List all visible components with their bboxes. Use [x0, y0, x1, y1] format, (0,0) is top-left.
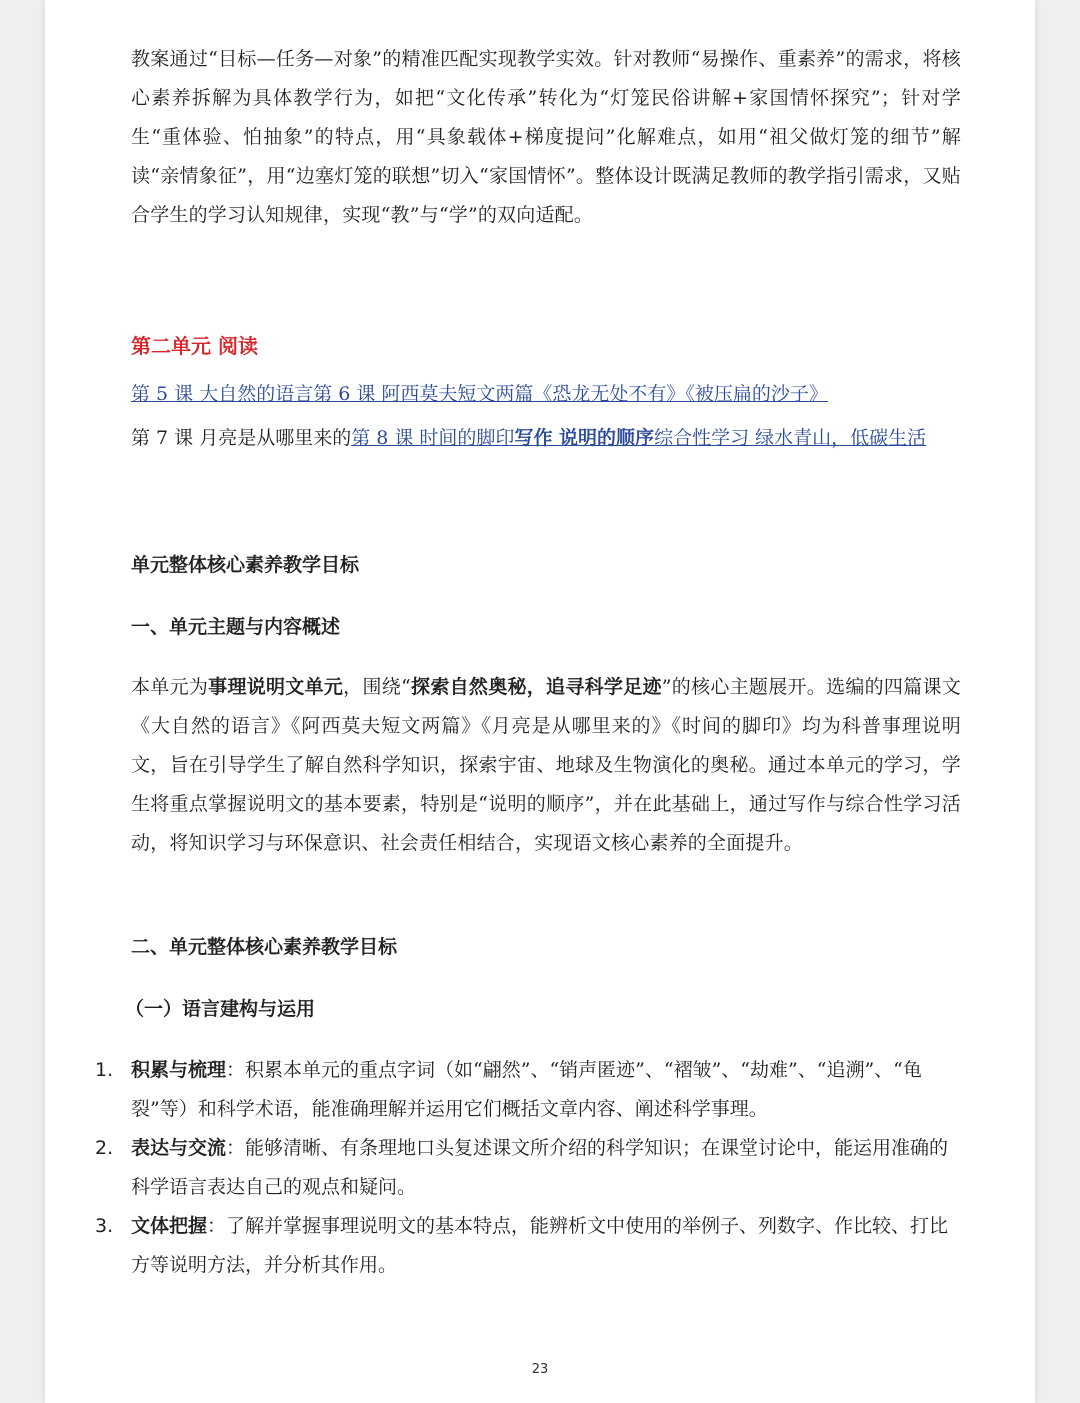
document-page	[45, 0, 1035, 1403]
intro-text-1: 本单元为	[131, 676, 209, 698]
intro-text-2: ，围绕“	[343, 676, 411, 698]
intro-bold-1: 事理说明文单元	[208, 676, 344, 698]
intro-bold-2: 探索自然奥秘，追寻科学足迹	[410, 676, 662, 698]
goal-term: 积累与梳理	[131, 1059, 227, 1081]
intro-paragraph-block	[131, 668, 961, 863]
page-number: 23	[531, 1362, 549, 1377]
lesson-link-5-6[interactable]: 第 5 课 大自然的语言第 6 课 阿西莫夫短文两篇《恐龙无处不有》《被压扁的沙子》	[131, 383, 828, 405]
comprehensive-study-link[interactable]: 综合性学习 绿水青山，低碳生活	[654, 427, 927, 449]
list-item	[95, 1207, 961, 1285]
list-number: 3.	[95, 1215, 114, 1237]
unit-heading: 第二单元 阅读	[131, 334, 258, 358]
top-paragraph-block	[131, 40, 961, 235]
goal-term: 表达与交流	[131, 1137, 227, 1159]
list-number: 1.	[95, 1059, 114, 1081]
list-number: 2.	[95, 1137, 114, 1159]
subheading-language: （一）语言建构与运用	[125, 998, 316, 1020]
goal-text: ：能够清晰、有条理地口头复述课文所介绍的科学知识；在课堂讨论中，能运用准确的科学语言表达自己的观点和疑问。	[131, 1137, 949, 1198]
goal-text: ：了解并掌握事理说明文的基本特点，能辨析文中使用的举例子、列数字、作比较、打比方等说明方法，并分析其作用。	[131, 1215, 949, 1276]
heading-core-goals: 二、单元整体核心素养教学目标	[131, 936, 398, 958]
intro-paragraph	[131, 668, 961, 863]
goal-text: ：积累本单元的重点字词（如“翩然”、“销声匿迹”、“褶皱”、“劫难”、“追溯”、“龟裂”等）和科学术语，能准确理解并运用它们概括文章内容、阐述科学事理。	[131, 1059, 922, 1120]
heading-unit-overview: 一、单元主题与内容概述	[131, 616, 341, 638]
lesson-link-8[interactable]: 第 8 课 时间的脚印	[351, 427, 515, 449]
lesson-7-text: 第 7 课 月亮是从哪里来的	[131, 427, 352, 449]
writing-link[interactable]: 写作 说明的顺序	[514, 427, 655, 449]
list-item	[95, 1051, 961, 1129]
section-title: 单元整体核心素养教学目标	[131, 554, 360, 576]
list-item	[95, 1129, 961, 1207]
goal-term: 文体把握	[131, 1215, 208, 1237]
lesson-list	[131, 372, 961, 460]
goal-list	[95, 1051, 961, 1285]
top-paragraph: 教案通过“目标—任务—对象”的精准匹配实现教学实效。针对教师“易操作、重素养”的需求，将核心素养拆解为具体教学行为，如把“文化传承”转化为“灯笼民俗讲解+家国情怀探究”；针对学生“重体验、怕抽象”的特点，用“具象载体+梯度提问”化解难点，如用“祖父做灯笼的细节”解读“亲情象征”，用“边塞灯笼的联想”切入“家国情怀”。整体设计既满足教师的教学指引需求，又贴合学生的学习认知规律，实现“教”与“学”的双向适配。	[131, 48, 961, 226]
intro-text-3: ”的核心主题展开。选编的四篇课文《大自然的语言》《阿西莫夫短文两篇》《月亮是从哪里来的》《时间的脚印》均为科普事理说明文，旨在引导学生了解自然科学知识，探索宇宙、地球及生物演化的奥秘。通过本单元的学习，学生将重点掌握说明文的基本要素，特别是“说明的顺序”，并在此基础上，通过写作与综合性学习活动，将知识学习与环保意识、社会责任相结合，实现语文核心素养的全面提升。	[131, 676, 961, 854]
